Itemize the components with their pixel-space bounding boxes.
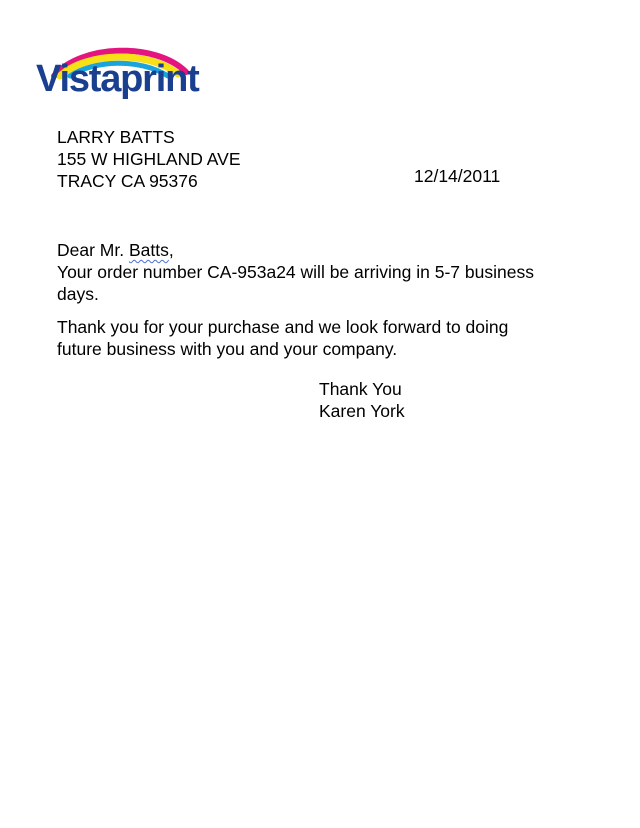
recipient-street: 155 W HIGHLAND AVE — [57, 149, 241, 169]
salutation-name: Batts — [128, 240, 169, 260]
letter-body — [57, 239, 534, 305]
salutation — [57, 239, 534, 261]
salutation-suffix: , — [168, 240, 174, 260]
signature-name: Karen York — [319, 401, 405, 421]
body-line-2: days. — [57, 284, 99, 304]
recipient-address — [57, 126, 241, 192]
letter-date: 12/14/2011 — [414, 166, 501, 186]
paragraph-2-line-2: future business with you and your company. — [57, 339, 398, 359]
letter-paragraph-2 — [57, 316, 508, 360]
body-line-1: Your order number CA-953a24 will be arriving in 5-7 business — [57, 262, 534, 282]
paragraph-2-line-1: Thank you for your purchase and we look forward to doing — [57, 317, 509, 337]
closing-text: Thank You — [319, 379, 402, 399]
recipient-name: LARRY BATTS — [57, 127, 175, 147]
letter-closing — [319, 378, 405, 422]
vistaprint-logo — [36, 46, 206, 112]
logo-wordmark: Vistaprint — [36, 58, 199, 100]
recipient-city-state-zip: TRACY CA 95376 — [57, 171, 198, 191]
salutation-prefix: Dear Mr. — [57, 240, 129, 260]
